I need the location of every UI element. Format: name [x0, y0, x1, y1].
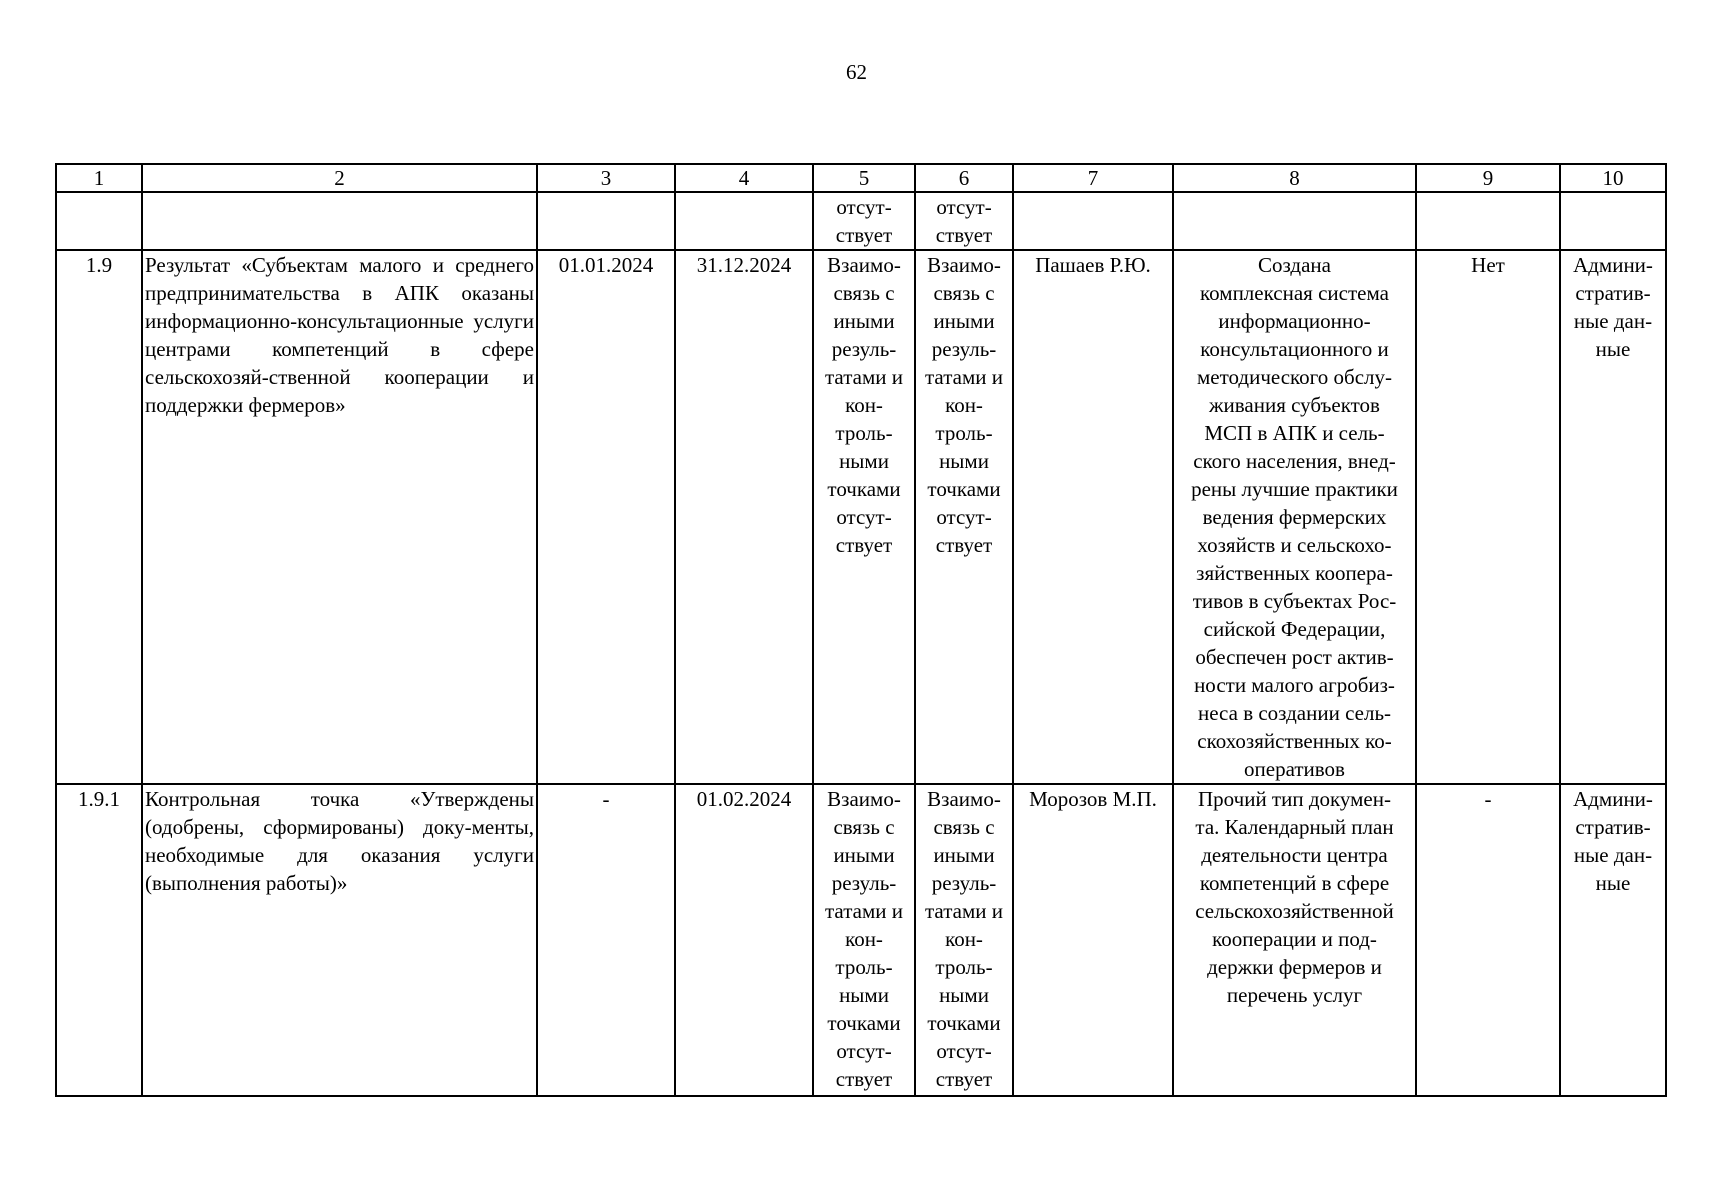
row-col10: Админи- стратив- ные дан- ные — [1560, 784, 1666, 1096]
table-row — [56, 250, 1666, 784]
row-name: Результат «Субъектам малого и среднего предпринимательства в АПК оказаны информационно-консультационные услуги центрами компетенций в сфере сельскохозяй-ственной кооперации и поддержки фермеров» — [142, 250, 537, 784]
header-cell: 9 — [1416, 164, 1560, 192]
row-name: Контрольная точка «Утверждены (одобрены, сформированы) доку-менты, необходимые для оказания услуги (выполнения работы)» — [142, 784, 537, 1096]
row-col6: Взаимо- связь с иными резуль- татами и кон- троль- ными точками отсут- ствует — [915, 784, 1013, 1096]
table-header-row — [56, 164, 1666, 192]
row-start-date — [537, 192, 675, 250]
table-row — [56, 192, 1666, 250]
row-number: 1.9.1 — [56, 784, 142, 1096]
header-cell: 10 — [1560, 164, 1666, 192]
row-description — [1173, 192, 1416, 250]
row-col6: Взаимо- связь с иными резуль- татами и кон- троль- ными точками отсут- ствует — [915, 250, 1013, 784]
row-col5: отсут- ствует — [813, 192, 915, 250]
document-table — [55, 163, 1667, 1097]
header-cell: 5 — [813, 164, 915, 192]
row-start-date: - — [537, 784, 675, 1096]
row-responsible: Морозов М.П. — [1013, 784, 1173, 1096]
header-cell: 7 — [1013, 164, 1173, 192]
row-col9: Нет — [1416, 250, 1560, 784]
row-description: Прочий тип докумен- та. Календарный план деятельности центра компетенций в сфере сельскохозяйственной кооперации и под- держки фермеров и перечень услуг — [1173, 784, 1416, 1096]
header-cell: 4 — [675, 164, 813, 192]
header-cell: 8 — [1173, 164, 1416, 192]
row-start-date: 01.01.2024 — [537, 250, 675, 784]
row-col10: Админи- стратив- ные дан- ные — [1560, 250, 1666, 784]
header-cell: 1 — [56, 164, 142, 192]
table-row — [56, 784, 1666, 1096]
header-cell: 6 — [915, 164, 1013, 192]
row-col5: Взаимо- связь с иными резуль- татами и кон- троль- ными точками отсут- ствует — [813, 250, 915, 784]
row-col9 — [1416, 192, 1560, 250]
row-number: 1.9 — [56, 250, 142, 784]
header-cell: 2 — [142, 164, 537, 192]
row-col9: - — [1416, 784, 1560, 1096]
row-description: Создана комплексная система информационно- консультационного и методического обслу- живания субъектов МСП в АПК и сель- ского населения, внед- рены лучшие практики ведения фермерских хозяйств и сельскохо- зяйственных коопера- тивов в субъектах Рос- сийской Федерации, обеспечен рост актив- ности малого агробиз- неса в создании сель- скохозяйственных ко- оперативов — [1173, 250, 1416, 784]
row-end-date: 01.02.2024 — [675, 784, 813, 1096]
row-col10 — [1560, 192, 1666, 250]
row-end-date — [675, 192, 813, 250]
row-end-date: 31.12.2024 — [675, 250, 813, 784]
row-name — [142, 192, 537, 250]
header-cell: 3 — [537, 164, 675, 192]
row-col6: отсут- ствует — [915, 192, 1013, 250]
row-number — [56, 192, 142, 250]
row-responsible: Пашаев Р.Ю. — [1013, 250, 1173, 784]
row-col5: Взаимо- связь с иными резуль- татами и кон- троль- ными точками отсут- ствует — [813, 784, 915, 1096]
row-responsible — [1013, 192, 1173, 250]
page-number: 62 — [846, 60, 867, 84]
